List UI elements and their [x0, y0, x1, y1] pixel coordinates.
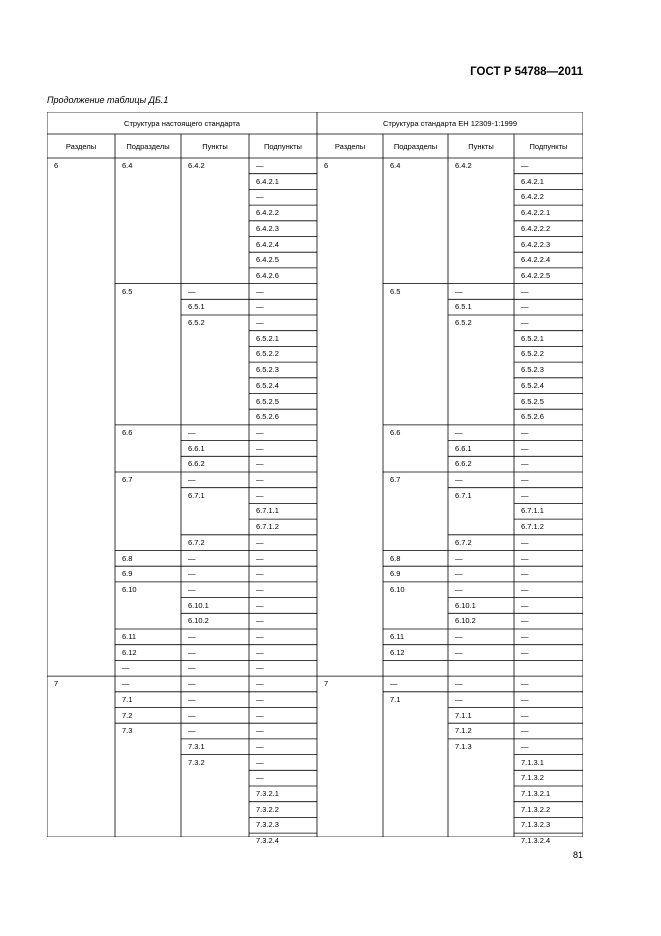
cell-item: 6.10.2 — [188, 616, 209, 626]
cell-subitem: — — [256, 757, 264, 767]
cell-item: 6.6.2 — [455, 459, 472, 469]
cell-section: 6 — [54, 161, 59, 170]
cell-subitem: — — [256, 710, 264, 720]
cell-subsection: — — [390, 679, 398, 689]
cell-subitem: — — [521, 569, 529, 579]
cell-subitem: 6.5.2.4 — [256, 380, 279, 390]
cell-subitem: — — [256, 286, 264, 296]
cell-item: 6.6.1 — [188, 443, 205, 453]
group-header: Структура стандарта ЕН 12309-1:1999 — [382, 119, 518, 128]
cell-item: — — [188, 632, 196, 641]
cell-subitem: — — [521, 647, 529, 657]
cell-subitem: 7.3.2.4 — [256, 836, 279, 846]
cell-item: 6.6.1 — [455, 443, 472, 453]
cell-section: 6 — [324, 161, 329, 170]
cell-item: — — [455, 584, 463, 594]
cell-subsection: 6.9 — [122, 569, 133, 579]
cell-section: 7 — [54, 679, 59, 689]
cell-subitem: — — [521, 286, 529, 296]
cell-item: — — [455, 679, 463, 689]
cell-subitem: — — [521, 475, 529, 484]
cell-subitem: 6.4.2.2.4 — [521, 255, 551, 265]
cell-subsection: 7.2 — [122, 710, 133, 720]
cell-item: 6.10.1 — [455, 600, 476, 610]
cell-subitem: 6.5.2.5 — [521, 396, 544, 406]
cell-subitem: — — [256, 490, 264, 500]
cell-item: 6.7.1 — [455, 490, 472, 500]
cell-item: 7.3.1 — [188, 741, 205, 751]
cell-item: 6.5.2 — [455, 318, 472, 327]
cell-item: 6.5.1 — [188, 302, 205, 312]
cell-subitem: — — [256, 443, 264, 453]
cell-subitem: — — [256, 600, 264, 610]
cell-subitem: 7.1.3.2.1 — [521, 789, 551, 798]
table-caption: Продолжение таблицы ДБ.1 — [47, 95, 169, 105]
cell-item: — — [188, 569, 196, 579]
cell-subsection: 6.5 — [122, 286, 133, 296]
cell-subitem: 6.4.2.2.1 — [521, 208, 551, 218]
cell-subitem: — — [256, 553, 264, 563]
cell-subsection: 6.7 — [390, 475, 401, 484]
cell-subitem: 7.3.2.3 — [256, 820, 279, 830]
cell-item: 7.1.1 — [455, 710, 472, 720]
cell-item: 6.10.2 — [455, 616, 476, 626]
cell-item: — — [455, 694, 463, 704]
cell-item: — — [188, 286, 196, 296]
cell-subitem: — — [521, 490, 529, 500]
cell-item: 6.7.1 — [188, 490, 205, 500]
cell-item: 6.6.2 — [188, 459, 205, 469]
cell-subitem: — — [256, 318, 264, 327]
cell-subitem: 6.4.2.6 — [256, 270, 279, 280]
cell-subsection: — — [122, 679, 130, 689]
cell-section: 7 — [324, 679, 329, 689]
cell-subitem: — — [256, 584, 264, 594]
cell-subitem: 6.7.1.2 — [521, 522, 544, 532]
cell-item: 6.4.2 — [455, 161, 472, 170]
cell-subitem: 6.5.2.6 — [521, 412, 544, 422]
cell-subitem: 7.3.2.2 — [256, 804, 279, 814]
cell-item: — — [188, 553, 196, 563]
cell-subitem: — — [521, 459, 529, 469]
cell-subitem: — — [521, 537, 529, 547]
cell-item: 6.10.1 — [188, 600, 209, 610]
cell-item: — — [188, 584, 196, 594]
cell-subitem: — — [521, 694, 529, 704]
cell-item: 6.5.1 — [455, 302, 472, 312]
cell-subitem: 6.4.2.2 — [256, 208, 279, 218]
cell-subitem: — — [256, 192, 264, 202]
cell-subsection: 7.3 — [122, 726, 133, 736]
cell-subsection: 6.12 — [122, 647, 137, 657]
cell-subitem: 6.4.2.2 — [521, 192, 544, 202]
cell-subsection: 6.10 — [390, 584, 405, 594]
cell-item: — — [455, 553, 463, 563]
cell-subsection: 6.10 — [122, 584, 137, 594]
cell-subitem: — — [256, 427, 264, 437]
cell-subsection: 7.1 — [122, 694, 133, 704]
cell-subitem: 6.7.1.1 — [521, 506, 544, 516]
cell-subsection: — — [122, 663, 130, 673]
cell-subitem: 6.7.1.1 — [256, 506, 279, 516]
cell-subitem: 6.5.2.1 — [521, 333, 544, 343]
cell-subitem: — — [256, 726, 264, 736]
cell-item: — — [188, 726, 196, 736]
cell-subitem: 7.1.3.1 — [521, 757, 544, 767]
cell-subitem: — — [256, 773, 264, 783]
column-header: Подразделы — [393, 142, 438, 151]
cell-subitem: — — [521, 710, 529, 720]
cell-subitem: — — [256, 616, 264, 626]
cell-item: 7.1.3 — [455, 741, 472, 751]
column-header: Подпункты — [529, 142, 568, 151]
cell-subitem: — — [521, 679, 529, 689]
cell-subsection: 6.11 — [122, 632, 137, 641]
cell-subitem: — — [256, 647, 264, 657]
cell-subitem: 7.3.2.1 — [256, 789, 279, 798]
cell-subsection: 7.1 — [390, 694, 401, 704]
cell-subitem: 6.5.2.4 — [521, 380, 544, 390]
cell-subsection: 6.9 — [390, 569, 401, 579]
cell-subitem: 6.4.2.1 — [256, 176, 279, 186]
cell-subitem: 6.4.2.2.5 — [521, 270, 551, 280]
cell-item: — — [455, 647, 463, 657]
cell-item: 6.7.2 — [455, 537, 472, 547]
cell-item: 6.5.2 — [188, 318, 205, 327]
cell-item: — — [455, 569, 463, 579]
cell-subitem: — — [521, 443, 529, 453]
cell-subitem: — — [521, 741, 529, 751]
cell-subitem: 7.1.3.2 — [521, 773, 544, 783]
page-number: 81 — [572, 850, 583, 860]
cell-subsection: 6.4 — [122, 161, 133, 170]
cell-subitem: 6.5.2.3 — [521, 365, 544, 375]
cell-subitem: — — [521, 553, 529, 563]
cell-subitem: 6.7.1.2 — [256, 522, 279, 532]
cell-subitem: — — [521, 584, 529, 594]
cell-subsection: 6.4 — [390, 161, 401, 170]
cell-subitem: — — [256, 679, 264, 689]
cell-subitem: 6.5.2.5 — [256, 396, 279, 406]
column-header: Пункты — [468, 142, 494, 151]
cell-subitem: 6.5.2.6 — [256, 412, 279, 422]
cell-subitem: — — [521, 726, 529, 736]
cell-item: 6.4.2 — [188, 161, 205, 170]
cell-item: — — [455, 286, 463, 296]
cell-subitem: — — [521, 616, 529, 626]
column-header: Подпункты — [264, 142, 302, 151]
cell-subitem: — — [521, 302, 529, 312]
cell-subitem: — — [521, 632, 529, 641]
cell-item: — — [188, 427, 196, 437]
cell-item: — — [188, 647, 196, 657]
column-header: Пункты — [202, 142, 228, 151]
cell-subitem: — — [521, 318, 529, 327]
cell-subitem: — — [521, 161, 529, 170]
cell-subitem: — — [521, 600, 529, 610]
cell-subitem: — — [256, 537, 264, 547]
cell-item: — — [188, 475, 196, 484]
cell-subitem: — — [256, 632, 264, 641]
cell-subitem: — — [521, 427, 529, 437]
column-header: Подразделы — [126, 142, 170, 151]
cell-subitem: 6.4.2.5 — [256, 255, 279, 265]
cell-subitem: 6.4.2.3 — [256, 223, 279, 233]
cell-item: — — [188, 694, 196, 704]
cell-item: — — [188, 663, 196, 673]
cell-subitem: 7.1.3.2.2 — [521, 804, 551, 814]
cell-subitem: — — [256, 663, 264, 673]
cell-subitem: 6.4.2.1 — [521, 176, 544, 186]
cell-subitem: 6.5.2.3 — [256, 365, 279, 375]
cell-subitem: — — [256, 741, 264, 751]
cell-item: — — [455, 475, 463, 484]
cell-item: 7.3.2 — [188, 757, 205, 767]
cell-item: 6.7.2 — [188, 537, 205, 547]
cell-subsection: 6.12 — [390, 647, 405, 657]
cell-subitem: — — [256, 302, 264, 312]
cell-item: — — [455, 632, 463, 641]
cell-subsection: 6.6 — [390, 427, 401, 437]
column-header: Разделы — [65, 142, 97, 151]
cell-item: — — [455, 427, 463, 437]
cell-subsection: 6.11 — [390, 632, 405, 641]
cell-item: — — [188, 710, 196, 720]
column-header: Разделы — [334, 142, 366, 151]
cell-subsection: 6.5 — [390, 286, 401, 296]
cell-subitem: 6.4.2.2.3 — [521, 239, 551, 249]
cell-subitem: — — [256, 569, 264, 579]
cell-subitem: — — [256, 459, 264, 469]
cell-subitem: 6.4.2.4 — [256, 239, 279, 249]
cell-subitem: 6.5.2.1 — [256, 333, 279, 343]
cell-subitem: — — [256, 475, 264, 484]
cell-subitem: 7.1.3.2.3 — [521, 820, 551, 830]
document-designation: ГОСТ Р 54788—2011 — [470, 66, 583, 78]
cell-subitem: — — [256, 694, 264, 704]
cell-subsection: 6.8 — [122, 553, 133, 563]
cell-subitem: — — [256, 161, 264, 170]
cell-subitem: 6.5.2.2 — [521, 349, 544, 359]
cell-item: 7.1.2 — [455, 726, 472, 736]
cell-subsection: 6.7 — [122, 475, 133, 484]
cell-subsection: 6.8 — [390, 553, 401, 563]
cell-subitem: 6.4.2.2.2 — [521, 223, 551, 233]
group-header: Структура настоящего стандарта — [124, 119, 240, 128]
cell-subsection: 6.6 — [122, 427, 133, 437]
cell-item: — — [188, 679, 196, 689]
cell-subitem: 7.1.3.2.4 — [521, 836, 551, 846]
correspondence-table — [47, 112, 583, 846]
cell-subitem: 6.5.2.2 — [256, 349, 279, 359]
